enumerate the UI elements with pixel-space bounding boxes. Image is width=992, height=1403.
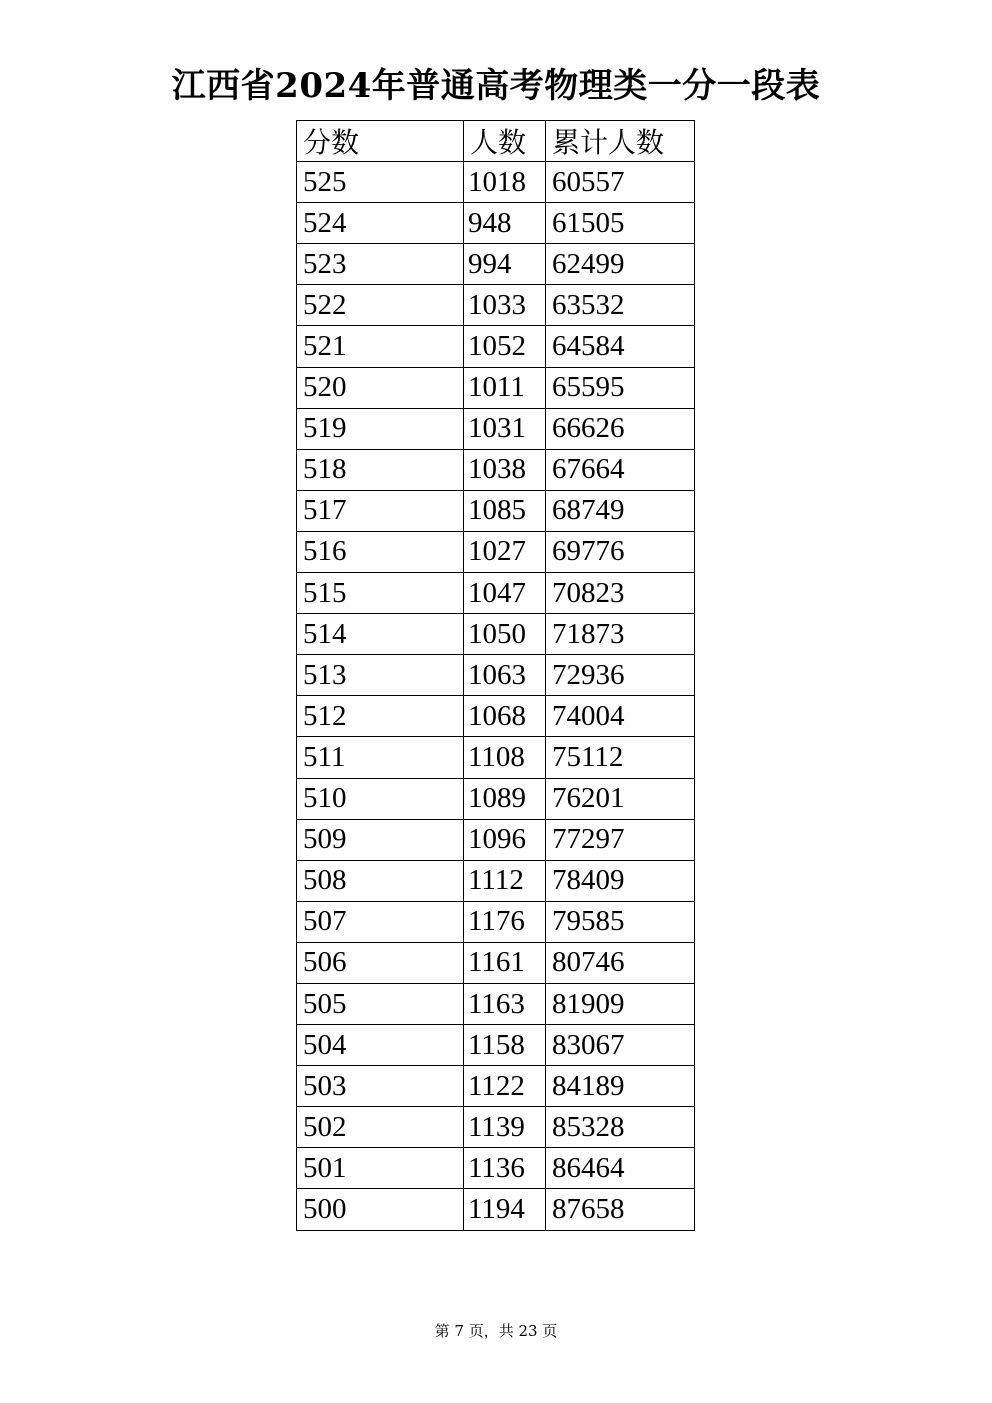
count-cell: 1050 <box>464 614 546 655</box>
cumulative-cell: 78409 <box>546 860 695 901</box>
count-cell: 1038 <box>464 449 546 490</box>
table-row <box>297 449 695 490</box>
cumulative-cell: 76201 <box>546 778 695 819</box>
table-row <box>297 326 695 367</box>
table-row <box>297 614 695 655</box>
table-row <box>297 696 695 737</box>
cumulative-cell: 85328 <box>546 1107 695 1148</box>
cumulative-cell: 64584 <box>546 326 695 367</box>
table-row <box>297 737 695 778</box>
count-cell: 1052 <box>464 326 546 367</box>
table-row <box>297 573 695 614</box>
cumulative-cell: 63532 <box>546 285 695 326</box>
score-cell: 507 <box>297 901 464 942</box>
cumulative-cell: 75112 <box>546 737 695 778</box>
table-row <box>297 531 695 572</box>
count-cell: 1011 <box>464 367 546 408</box>
cumulative-cell: 74004 <box>546 696 695 737</box>
cumulative-cell: 80746 <box>546 942 695 983</box>
count-cell: 1108 <box>464 737 546 778</box>
cumulative-cell: 61505 <box>546 203 695 244</box>
table-row <box>297 490 695 531</box>
score-distribution-table <box>296 120 695 1231</box>
header-count: 人数 <box>464 121 546 162</box>
table-row <box>297 983 695 1024</box>
table-row <box>297 1066 695 1107</box>
count-cell: 1068 <box>464 696 546 737</box>
count-cell: 1136 <box>464 1148 546 1189</box>
table-row <box>297 285 695 326</box>
score-cell: 505 <box>297 983 464 1024</box>
table-row <box>297 655 695 696</box>
count-cell: 1161 <box>464 942 546 983</box>
score-cell: 517 <box>297 490 464 531</box>
count-cell: 1018 <box>464 162 546 203</box>
table-row <box>297 901 695 942</box>
score-cell: 511 <box>297 737 464 778</box>
cumulative-cell: 69776 <box>546 531 695 572</box>
score-cell: 502 <box>297 1107 464 1148</box>
count-cell: 1031 <box>464 408 546 449</box>
count-cell: 1176 <box>464 901 546 942</box>
cumulative-cell: 83067 <box>546 1025 695 1066</box>
score-cell: 506 <box>297 942 464 983</box>
count-cell: 1158 <box>464 1025 546 1066</box>
count-cell: 1085 <box>464 490 546 531</box>
count-cell: 1112 <box>464 860 546 901</box>
table-header-row <box>297 121 695 162</box>
table-row <box>297 367 695 408</box>
cumulative-cell: 67664 <box>546 449 695 490</box>
cumulative-cell: 87658 <box>546 1189 695 1230</box>
cumulative-cell: 72936 <box>546 655 695 696</box>
cumulative-cell: 66626 <box>546 408 695 449</box>
page-footer: 第 7 页，共 23 页 <box>434 1322 558 1340</box>
cumulative-cell: 62499 <box>546 244 695 285</box>
table-row <box>297 1107 695 1148</box>
cumulative-cell: 79585 <box>546 901 695 942</box>
table-row <box>297 1189 695 1230</box>
count-cell: 1194 <box>464 1189 546 1230</box>
cumulative-cell: 81909 <box>546 983 695 1024</box>
table-row <box>297 244 695 285</box>
count-cell: 994 <box>464 244 546 285</box>
table-row <box>297 162 695 203</box>
table-row <box>297 860 695 901</box>
cumulative-cell: 86464 <box>546 1148 695 1189</box>
page-title: 江西省2024年普通高考物理类一分一段表 <box>171 66 821 106</box>
count-cell: 1163 <box>464 983 546 1024</box>
cumulative-cell: 70823 <box>546 573 695 614</box>
cumulative-cell: 84189 <box>546 1066 695 1107</box>
score-cell: 518 <box>297 449 464 490</box>
score-cell: 519 <box>297 408 464 449</box>
score-cell: 523 <box>297 244 464 285</box>
count-cell: 1122 <box>464 1066 546 1107</box>
count-cell: 1089 <box>464 778 546 819</box>
count-cell: 1139 <box>464 1107 546 1148</box>
score-cell: 521 <box>297 326 464 367</box>
score-cell: 513 <box>297 655 464 696</box>
score-cell: 510 <box>297 778 464 819</box>
score-cell: 515 <box>297 573 464 614</box>
cumulative-cell: 77297 <box>546 819 695 860</box>
count-cell: 1047 <box>464 573 546 614</box>
table-row <box>297 942 695 983</box>
cumulative-cell: 71873 <box>546 614 695 655</box>
score-cell: 520 <box>297 367 464 408</box>
count-cell: 948 <box>464 203 546 244</box>
score-cell: 514 <box>297 614 464 655</box>
cumulative-cell: 60557 <box>546 162 695 203</box>
score-cell: 500 <box>297 1189 464 1230</box>
score-cell: 508 <box>297 860 464 901</box>
score-cell: 503 <box>297 1066 464 1107</box>
cumulative-cell: 65595 <box>546 367 695 408</box>
score-cell: 524 <box>297 203 464 244</box>
table-row <box>297 1025 695 1066</box>
header-score: 分数 <box>297 121 464 162</box>
score-cell: 509 <box>297 819 464 860</box>
table-row <box>297 203 695 244</box>
count-cell: 1033 <box>464 285 546 326</box>
score-cell: 516 <box>297 531 464 572</box>
score-cell: 522 <box>297 285 464 326</box>
table-row <box>297 778 695 819</box>
table-body <box>297 162 695 1230</box>
score-cell: 501 <box>297 1148 464 1189</box>
table-row <box>297 819 695 860</box>
count-cell: 1027 <box>464 531 546 572</box>
table-row <box>297 408 695 449</box>
table-row <box>297 1148 695 1189</box>
cumulative-cell: 68749 <box>546 490 695 531</box>
count-cell: 1063 <box>464 655 546 696</box>
header-cumulative: 累计人数 <box>546 121 695 162</box>
score-cell: 512 <box>297 696 464 737</box>
score-cell: 525 <box>297 162 464 203</box>
score-cell: 504 <box>297 1025 464 1066</box>
count-cell: 1096 <box>464 819 546 860</box>
